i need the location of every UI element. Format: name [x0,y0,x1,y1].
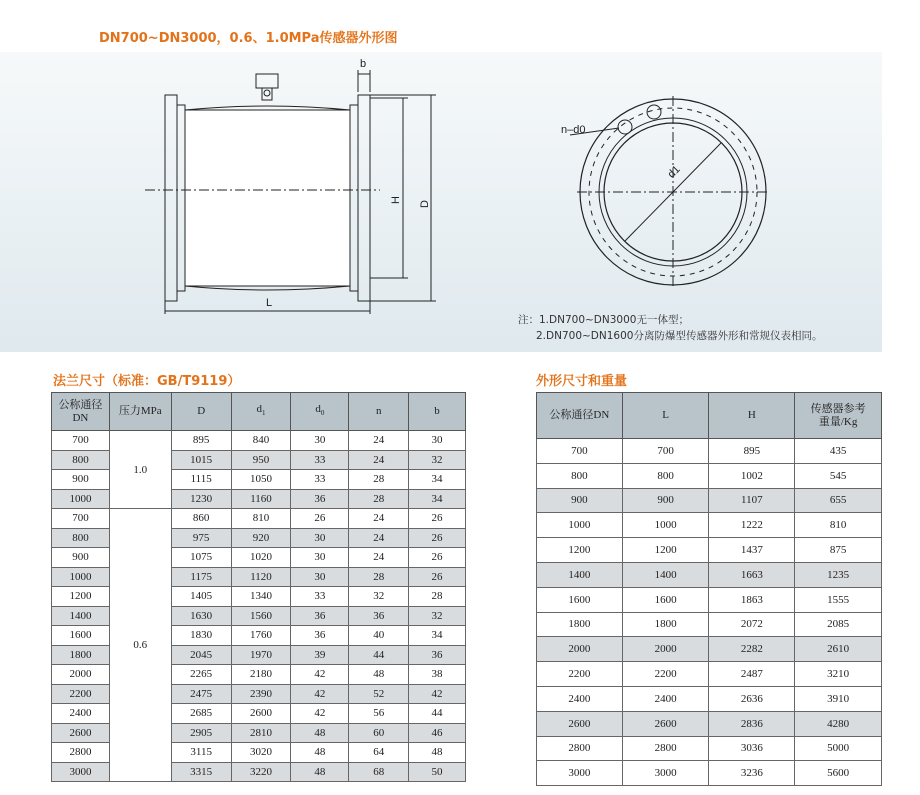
cell-dn: 1200 [52,587,110,607]
cell-L: 1400 [622,562,709,587]
cell-dn: 2000 [537,637,623,662]
left-flange-outer [165,95,177,301]
cell-D: 1175 [171,567,231,587]
cell-d0: 48 [291,723,349,743]
cell-D: 895 [171,431,231,451]
cell-L: 900 [622,488,709,513]
cell-weight: 2610 [795,637,882,662]
cell-b: 46 [409,723,466,743]
cell-dn: 2000 [52,665,110,685]
cell-weight: 1555 [795,587,882,612]
cell-dn: 700 [537,439,623,464]
cell-L: 1800 [622,612,709,637]
cell-weight: 545 [795,463,882,488]
cell-L: 2600 [622,711,709,736]
cell-D: 3315 [171,762,231,782]
cell-dn: 1800 [537,612,623,637]
cell-b: 34 [409,470,466,490]
cell-n: 56 [349,704,409,724]
cell-D: 1405 [171,587,231,607]
cell-b: 50 [409,762,466,782]
cell-d0: 30 [291,528,349,548]
table-row [537,711,882,736]
cell-weight: 810 [795,513,882,538]
cell-weight: 875 [795,538,882,563]
cell-d0: 36 [291,606,349,626]
cell-weight: 2085 [795,612,882,637]
cell-d1: 950 [231,450,291,470]
sensor-drawing [0,52,882,352]
cell-d1: 1970 [231,645,291,665]
cell-weight: 4280 [795,711,882,736]
cell-b: 28 [409,587,466,607]
flange-header-row [52,393,466,431]
cell-L: 1600 [622,587,709,612]
cell-d1: 810 [231,509,291,529]
cell-n: 52 [349,684,409,704]
table-row [537,463,882,488]
cell-dn: 2600 [52,723,110,743]
table-row [537,736,882,761]
cell-dn: 2200 [537,662,623,687]
header-L: L [622,393,709,439]
cell-dn: 1200 [537,538,623,563]
cell-d0: 33 [291,450,349,470]
table-row [537,587,882,612]
header-pressure: 压力MPa [109,393,171,431]
flange-table-title: 法兰尺寸（标准：GB/T9119） [53,374,241,389]
cell-H: 1863 [709,587,795,612]
cell-d1: 1760 [231,626,291,646]
dim-label-H: H [389,196,402,204]
cell-dn: 3000 [52,762,110,782]
bolt-hole-2 [647,105,661,119]
cell-H: 1002 [709,463,795,488]
cell-H: 1107 [709,488,795,513]
cell-n: 40 [349,626,409,646]
cell-H: 1663 [709,562,795,587]
cell-dn: 2600 [537,711,623,736]
cell-b: 32 [409,450,466,470]
cell-dn: 2800 [52,743,110,763]
header-dn: 公称通径 DN [52,393,110,431]
cell-L: 2200 [622,662,709,687]
cell-d1: 2180 [231,665,291,685]
table-row [537,562,882,587]
cell-dn: 700 [52,509,110,529]
cell-dn: 1800 [52,645,110,665]
weight-table [536,392,882,786]
cell-d1: 1050 [231,470,291,490]
header-n: n [349,393,409,431]
cell-D: 2685 [171,704,231,724]
cell-L: 800 [622,463,709,488]
table-row [537,637,882,662]
left-flange-inner [177,105,185,291]
dim-label-D: D [418,200,431,208]
cell-L: 2000 [622,637,709,662]
cell-n: 28 [349,567,409,587]
cell-n: 32 [349,587,409,607]
cell-D: 1115 [171,470,231,490]
cell-D: 975 [171,528,231,548]
cell-L: 700 [622,439,709,464]
cell-d0: 36 [291,489,349,509]
cell-dn: 800 [52,450,110,470]
cell-H: 1222 [709,513,795,538]
cell-d0: 26 [291,509,349,529]
cell-d0: 33 [291,587,349,607]
weight-table-body [537,439,882,786]
table-row [537,488,882,513]
cell-dn: 900 [52,470,110,490]
cell-pressure: 0.6 [109,509,171,782]
cell-d1: 1120 [231,567,291,587]
cell-dn: 900 [537,488,623,513]
cell-d1: 1020 [231,548,291,568]
header-H: H [709,393,795,439]
bolt-hole-1 [618,120,632,134]
cell-H: 895 [709,439,795,464]
cell-n: 36 [349,606,409,626]
cell-d1: 920 [231,528,291,548]
cell-dn: 2400 [52,704,110,724]
diagram-title: DN700~DN3000，0.6、1.0MPa传感器外形图 [99,31,398,46]
cell-weight: 655 [795,488,882,513]
cell-dn: 1000 [52,489,110,509]
cell-H: 2487 [709,662,795,687]
cell-weight: 5000 [795,736,882,761]
cell-dn: 700 [52,431,110,451]
cell-d1: 2810 [231,723,291,743]
header-weight: 传感器参考 重量/Kg [795,393,882,439]
cell-D: 2475 [171,684,231,704]
cell-H: 3036 [709,736,795,761]
cell-dn: 1600 [52,626,110,646]
junction-bolt [264,90,270,96]
cell-H: 2282 [709,637,795,662]
cell-n: 64 [349,743,409,763]
header-d1: $d_1$ [231,393,291,431]
cell-pressure: 1.0 [109,431,171,509]
cell-b: 30 [409,431,466,451]
cell-H: 2836 [709,711,795,736]
table-row [537,761,882,786]
cell-d1: 2600 [231,704,291,724]
table-row [537,612,882,637]
cell-dn: 2200 [52,684,110,704]
cell-L: 1200 [622,538,709,563]
cell-n: 24 [349,528,409,548]
cell-D: 1230 [171,489,231,509]
table-row [537,513,882,538]
cell-b: 34 [409,626,466,646]
table-row [537,439,882,464]
cell-b: 26 [409,509,466,529]
header-dn: 公称通径DN [537,393,623,439]
sensor-body [185,110,350,286]
cell-d0: 48 [291,743,349,763]
cell-D: 860 [171,509,231,529]
cell-n: 24 [349,509,409,529]
right-flange-inner [350,105,358,291]
table-row [52,509,466,529]
cell-D: 1830 [171,626,231,646]
cell-D: 2045 [171,645,231,665]
cell-d0: 33 [291,470,349,490]
cell-L: 2800 [622,736,709,761]
cell-d0: 30 [291,567,349,587]
cell-dn: 1000 [537,513,623,538]
cell-L: 1000 [622,513,709,538]
cell-weight: 3210 [795,662,882,687]
cell-L: 3000 [622,761,709,786]
cell-b: 44 [409,704,466,724]
cell-d1: 3220 [231,762,291,782]
cell-dn: 1000 [52,567,110,587]
weight-header-row [537,393,882,439]
flange-table-body [52,431,466,782]
cell-d0: 42 [291,665,349,685]
cell-n: 28 [349,489,409,509]
cell-d0: 39 [291,645,349,665]
table-row [537,538,882,563]
cell-H: 2072 [709,612,795,637]
cell-D: 3115 [171,743,231,763]
cell-weight: 1235 [795,562,882,587]
cell-d0: 42 [291,684,349,704]
cell-D: 1015 [171,450,231,470]
cell-b: 26 [409,548,466,568]
header-d0: $d_0$ [291,393,349,431]
cell-d1: 840 [231,431,291,451]
cell-weight: 3910 [795,686,882,711]
cell-n: 48 [349,665,409,685]
cell-n: 44 [349,645,409,665]
cell-b: 32 [409,606,466,626]
cell-dn: 1400 [52,606,110,626]
cell-b: 36 [409,645,466,665]
flange-table [51,392,466,782]
junction-box [256,74,278,88]
cell-n: 68 [349,762,409,782]
cell-b: 26 [409,567,466,587]
cell-weight: 5600 [795,761,882,786]
cell-dn: 2800 [537,736,623,761]
cell-D: 1630 [171,606,231,626]
cell-H: 1437 [709,538,795,563]
cell-b: 42 [409,684,466,704]
cell-dn: 900 [52,548,110,568]
dim-label-d1: d1 [665,163,683,181]
cell-d0: 48 [291,762,349,782]
cell-n: 24 [349,431,409,451]
cell-H: 3236 [709,761,795,786]
cell-b: 48 [409,743,466,763]
header-D: D [171,393,231,431]
table-row [52,431,466,451]
cell-d1: 1340 [231,587,291,607]
cell-n: 28 [349,470,409,490]
cell-b: 38 [409,665,466,685]
cell-dn: 2400 [537,686,623,711]
cell-d1: 1160 [231,489,291,509]
cell-D: 1075 [171,548,231,568]
cell-D: 2265 [171,665,231,685]
cell-d0: 30 [291,431,349,451]
cell-H: 2636 [709,686,795,711]
cell-b: 34 [409,489,466,509]
cell-weight: 435 [795,439,882,464]
cell-dn: 3000 [537,761,623,786]
header-b: b [409,393,466,431]
cell-d0: 30 [291,548,349,568]
dim-label-nd0: n–d0 [561,124,586,136]
cell-d0: 36 [291,626,349,646]
cell-d1: 1560 [231,606,291,626]
diagram-panel [0,52,882,352]
weight-table-title: 外形尺寸和重量 [536,374,628,389]
cell-dn: 800 [537,463,623,488]
note-line-1: 注：1.DN700~DN3000无一体型； [518,314,689,326]
table-row [537,686,882,711]
cell-L: 2400 [622,686,709,711]
cell-d1: 3020 [231,743,291,763]
cell-b: 26 [409,528,466,548]
cell-dn: 800 [52,528,110,548]
dim-label-L: L [266,297,273,309]
cell-n: 60 [349,723,409,743]
cell-d0: 42 [291,704,349,724]
note-line-2: 2.DN700~DN1600分离防爆型传感器外形和常规仪表相同。 [536,330,823,342]
cell-D: 2905 [171,723,231,743]
cell-n: 24 [349,450,409,470]
cell-dn: 1400 [537,562,623,587]
cell-dn: 1600 [537,587,623,612]
table-row [537,662,882,687]
right-flange-outer [358,95,370,301]
dim-label-b: b [360,58,367,70]
cell-d1: 2390 [231,684,291,704]
cell-n: 24 [349,548,409,568]
